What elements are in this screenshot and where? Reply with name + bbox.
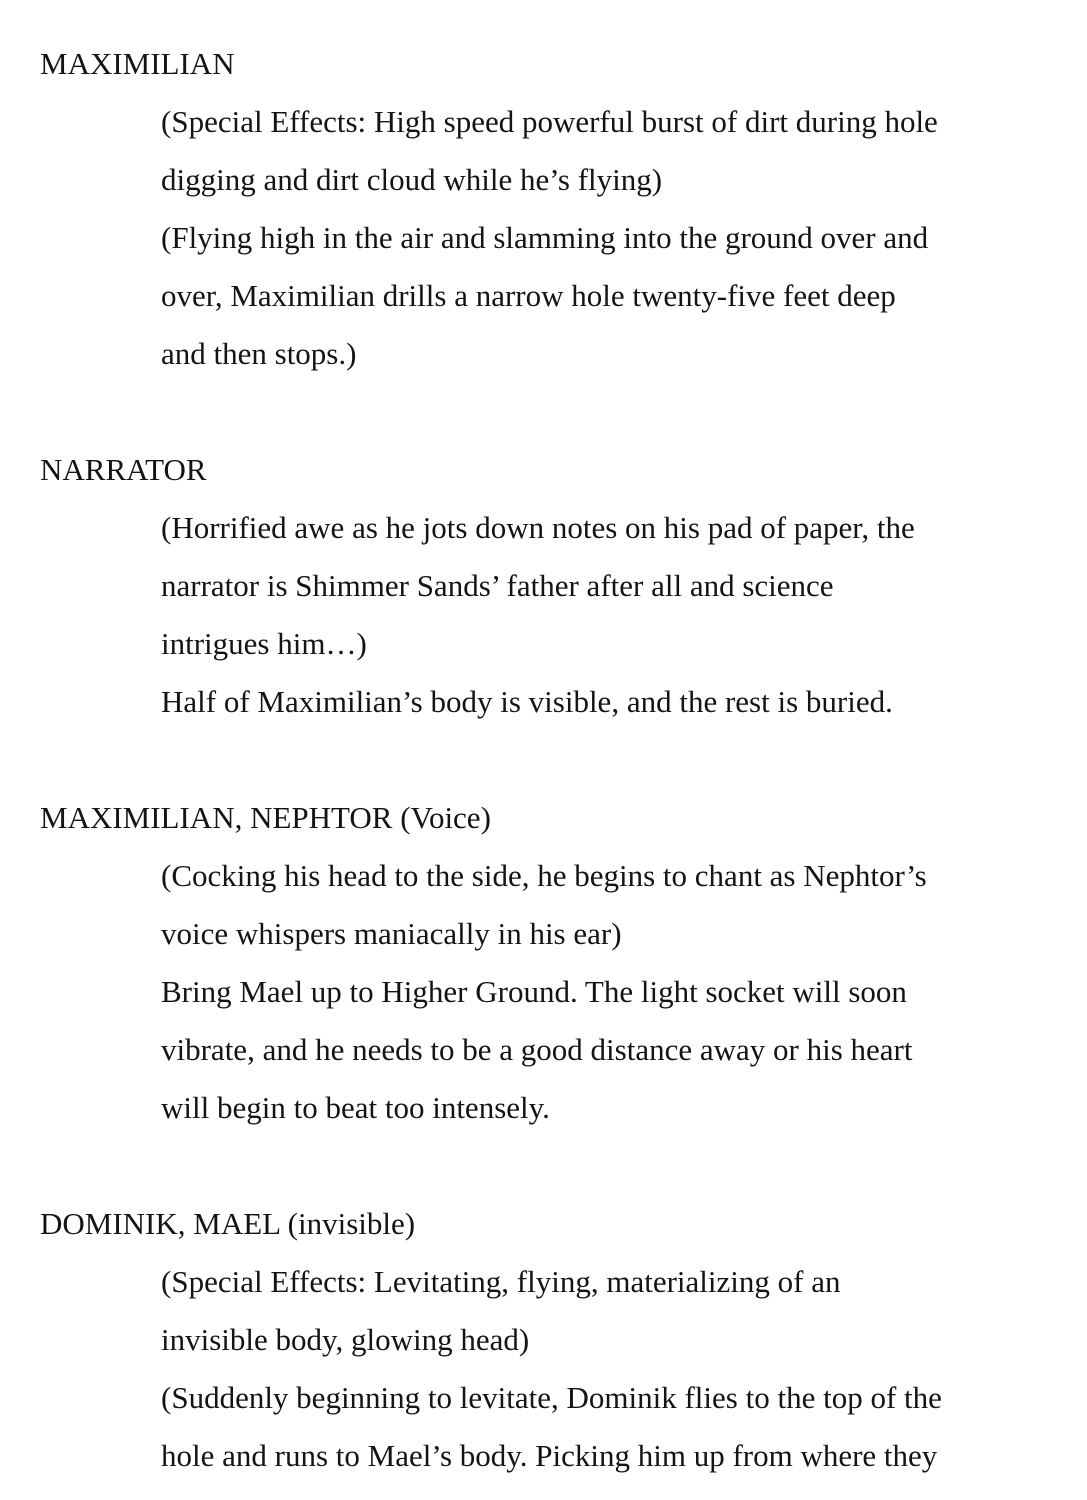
script-line: and then stops.) xyxy=(161,336,357,371)
script-line: narrator is Shimmer Sands’ father after all and science xyxy=(161,568,834,603)
script-line: intrigues him…) xyxy=(161,626,367,661)
script-line: invisible body, glowing head) xyxy=(161,1322,530,1357)
script-line: (Flying high in the air and slamming into the ground over and xyxy=(161,220,929,255)
script-line: over, Maximilian drills a narrow hole twenty-five feet deep xyxy=(161,278,896,313)
script-line: (Horrified awe as he jots down notes on his pad of paper, the xyxy=(161,510,915,545)
speaker-name: NARRATOR xyxy=(40,452,207,487)
speaker-name: MAXIMILIAN xyxy=(40,46,235,81)
script-line: (Special Effects: Levitating, flying, materializing of an xyxy=(161,1264,841,1299)
script-line: will begin to beat too intensely. xyxy=(161,1090,550,1125)
script-line: Half of Maximilian’s body is visible, and the rest is buried. xyxy=(161,684,893,719)
script-line: voice whispers maniacally in his ear) xyxy=(161,916,622,951)
script-line: (Suddenly beginning to levitate, Dominik flies to the top of the xyxy=(161,1380,942,1415)
script-line: vibrate, and he needs to be a good distance away or his heart xyxy=(161,1032,913,1067)
speaker-name: MAXIMILIAN, NEPHTOR (Voice) xyxy=(40,800,491,835)
script-line: Bring Mael up to Higher Ground. The light socket will soon xyxy=(161,974,907,1009)
script-line: digging and dirt cloud while he’s flying) xyxy=(161,162,663,197)
script-line: (Special Effects: High speed powerful burst of dirt during hole xyxy=(161,104,938,139)
speaker-name: DOMINIK, MAEL (invisible) xyxy=(40,1206,416,1241)
script-line: hole and runs to Mael’s body. Picking him up from where they xyxy=(161,1438,938,1473)
script-line: (Cocking his head to the side, he begins to chant as Nephtor’s xyxy=(161,858,927,893)
